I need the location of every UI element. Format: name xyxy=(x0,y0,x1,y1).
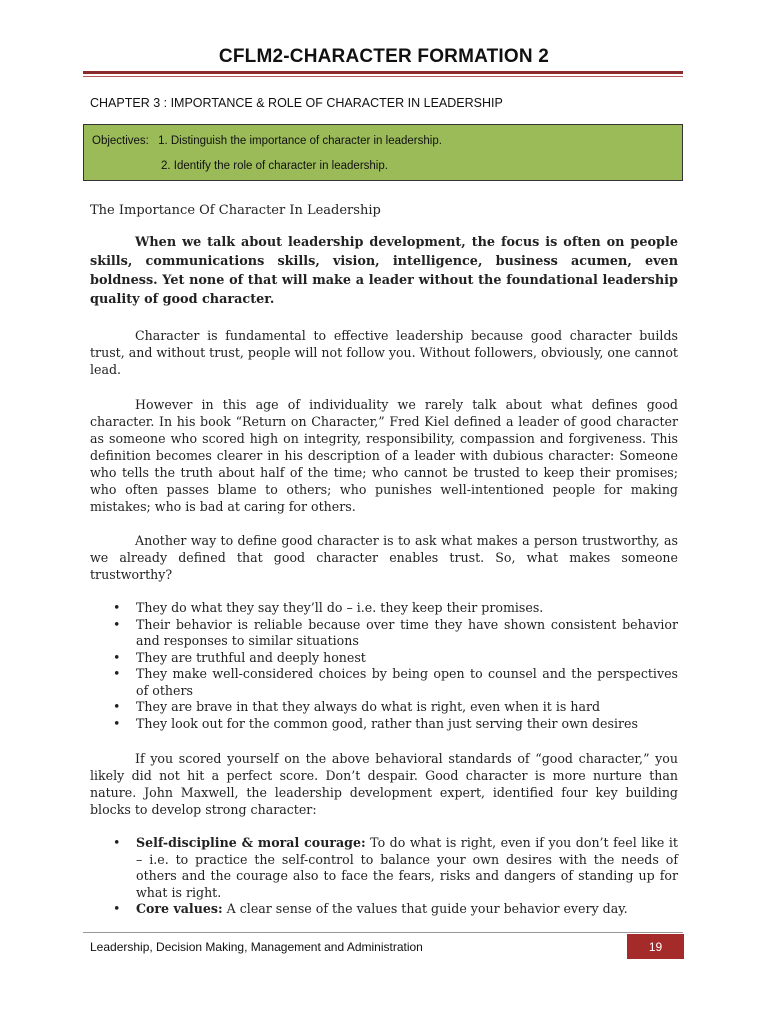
bullet-icon: • xyxy=(113,715,121,731)
bullet-icon: • xyxy=(113,666,121,681)
header-rule xyxy=(83,71,683,74)
trust-bullet-list xyxy=(90,600,678,732)
paragraph-2: However in this age of individuality we rarely talk about what defines good character. In his book “Return on Character,” Fred Kiel defined a leader of good character as someone who scored high on integrity, responsibility, compassion and forgiveness. This definition becomes clearer in his description of a leader with dubious character: Someone who tells the truth about half of the time; who cannot be trusted to keep their promises; who often passes blame to others; who punishes well-intentioned people for making mistakes; who is bad at caring for others. xyxy=(90,397,678,514)
objective-item-1: 1. Distinguish the importance of character in leadership. xyxy=(158,135,442,147)
bullet-icon: • xyxy=(113,649,121,665)
list-item: • They make well-considered choices by being open to counsel and the perspectives of others xyxy=(113,666,678,698)
chapter-heading: CHAPTER 3 : IMPORTANCE & ROLE OF CHARACTER IN LEADERSHIP xyxy=(90,96,503,110)
bullet-icon: • xyxy=(113,901,121,916)
page-number: 19 xyxy=(627,934,684,959)
block-term: Self-discipline & moral courage: xyxy=(136,835,366,850)
bullet-icon: • xyxy=(113,699,121,714)
building-blocks-list xyxy=(90,835,678,918)
document-title: CFLM2-CHARACTER FORMATION 2 xyxy=(218,46,550,67)
objective-item-2: 2. Identify the role of character in leadership. xyxy=(161,160,388,172)
paragraph-1: Character is fundamental to effective leadership because good character builds trust, and without trust, people will not follow you. Without followers, obviously, one cannot lead. xyxy=(90,328,678,377)
list-item: • They are truthful and deeply honest xyxy=(113,649,366,665)
list-item: • They are brave in that they always do what is right, even when it is hard xyxy=(113,699,601,714)
bullet-icon: • xyxy=(113,600,121,615)
list-item: • Their behavior is reliable because over time they have shown consistent behavior and responses to similar situations xyxy=(113,616,678,648)
block-term: Core values: xyxy=(136,901,223,916)
header-rule-thin xyxy=(83,76,683,77)
paragraph-3: Another way to define good character is to ask what makes a person trustworthy, as we already defined that good character enables trust. So, what makes someone trustworthy? xyxy=(90,533,678,582)
intro-paragraph: When we talk about leadership development, the focus is often on people skills, communications skills, vision, intelligence, business acumen, even boldness. Yet none of that will make a leader without the foundational leadership quality of good character. xyxy=(90,235,678,307)
bullet-icon: • xyxy=(113,835,121,850)
objectives-label: Objectives: xyxy=(92,135,149,147)
objectives-box xyxy=(83,124,683,181)
objectives-line-1 xyxy=(92,135,442,147)
section-title: The Importance Of Character In Leadership xyxy=(90,203,381,218)
list-item: • They do what they say they’ll do – i.e. they keep their promises. xyxy=(113,600,544,615)
footer-rule xyxy=(83,932,683,933)
bullet-icon: • xyxy=(113,616,121,632)
footer-text: Leadership, Decision Making, Management and Administration xyxy=(90,940,423,954)
paragraph-4: If you scored yourself on the above behavioral standards of “good character,” you likely did not hit a perfect score. Don’t despair. Good character is more nurture than nature. John Maxwell, the leadership development expert, identified four key building blocks to develop strong character: xyxy=(90,751,678,817)
list-item: • Core values: A clear sense of the values that guide your behavior every day. xyxy=(113,901,628,916)
list-item: • Self-discipline & moral courage: To do what is right, even if you don’t feel like it – i.e. to practice the self-control to balance your own desires with the needs of others and the courage also to face the fears, risks and dangers of standing up for what is right. xyxy=(113,835,678,900)
list-item: • They look out for the common good, rather than just serving their own desires xyxy=(113,715,638,731)
